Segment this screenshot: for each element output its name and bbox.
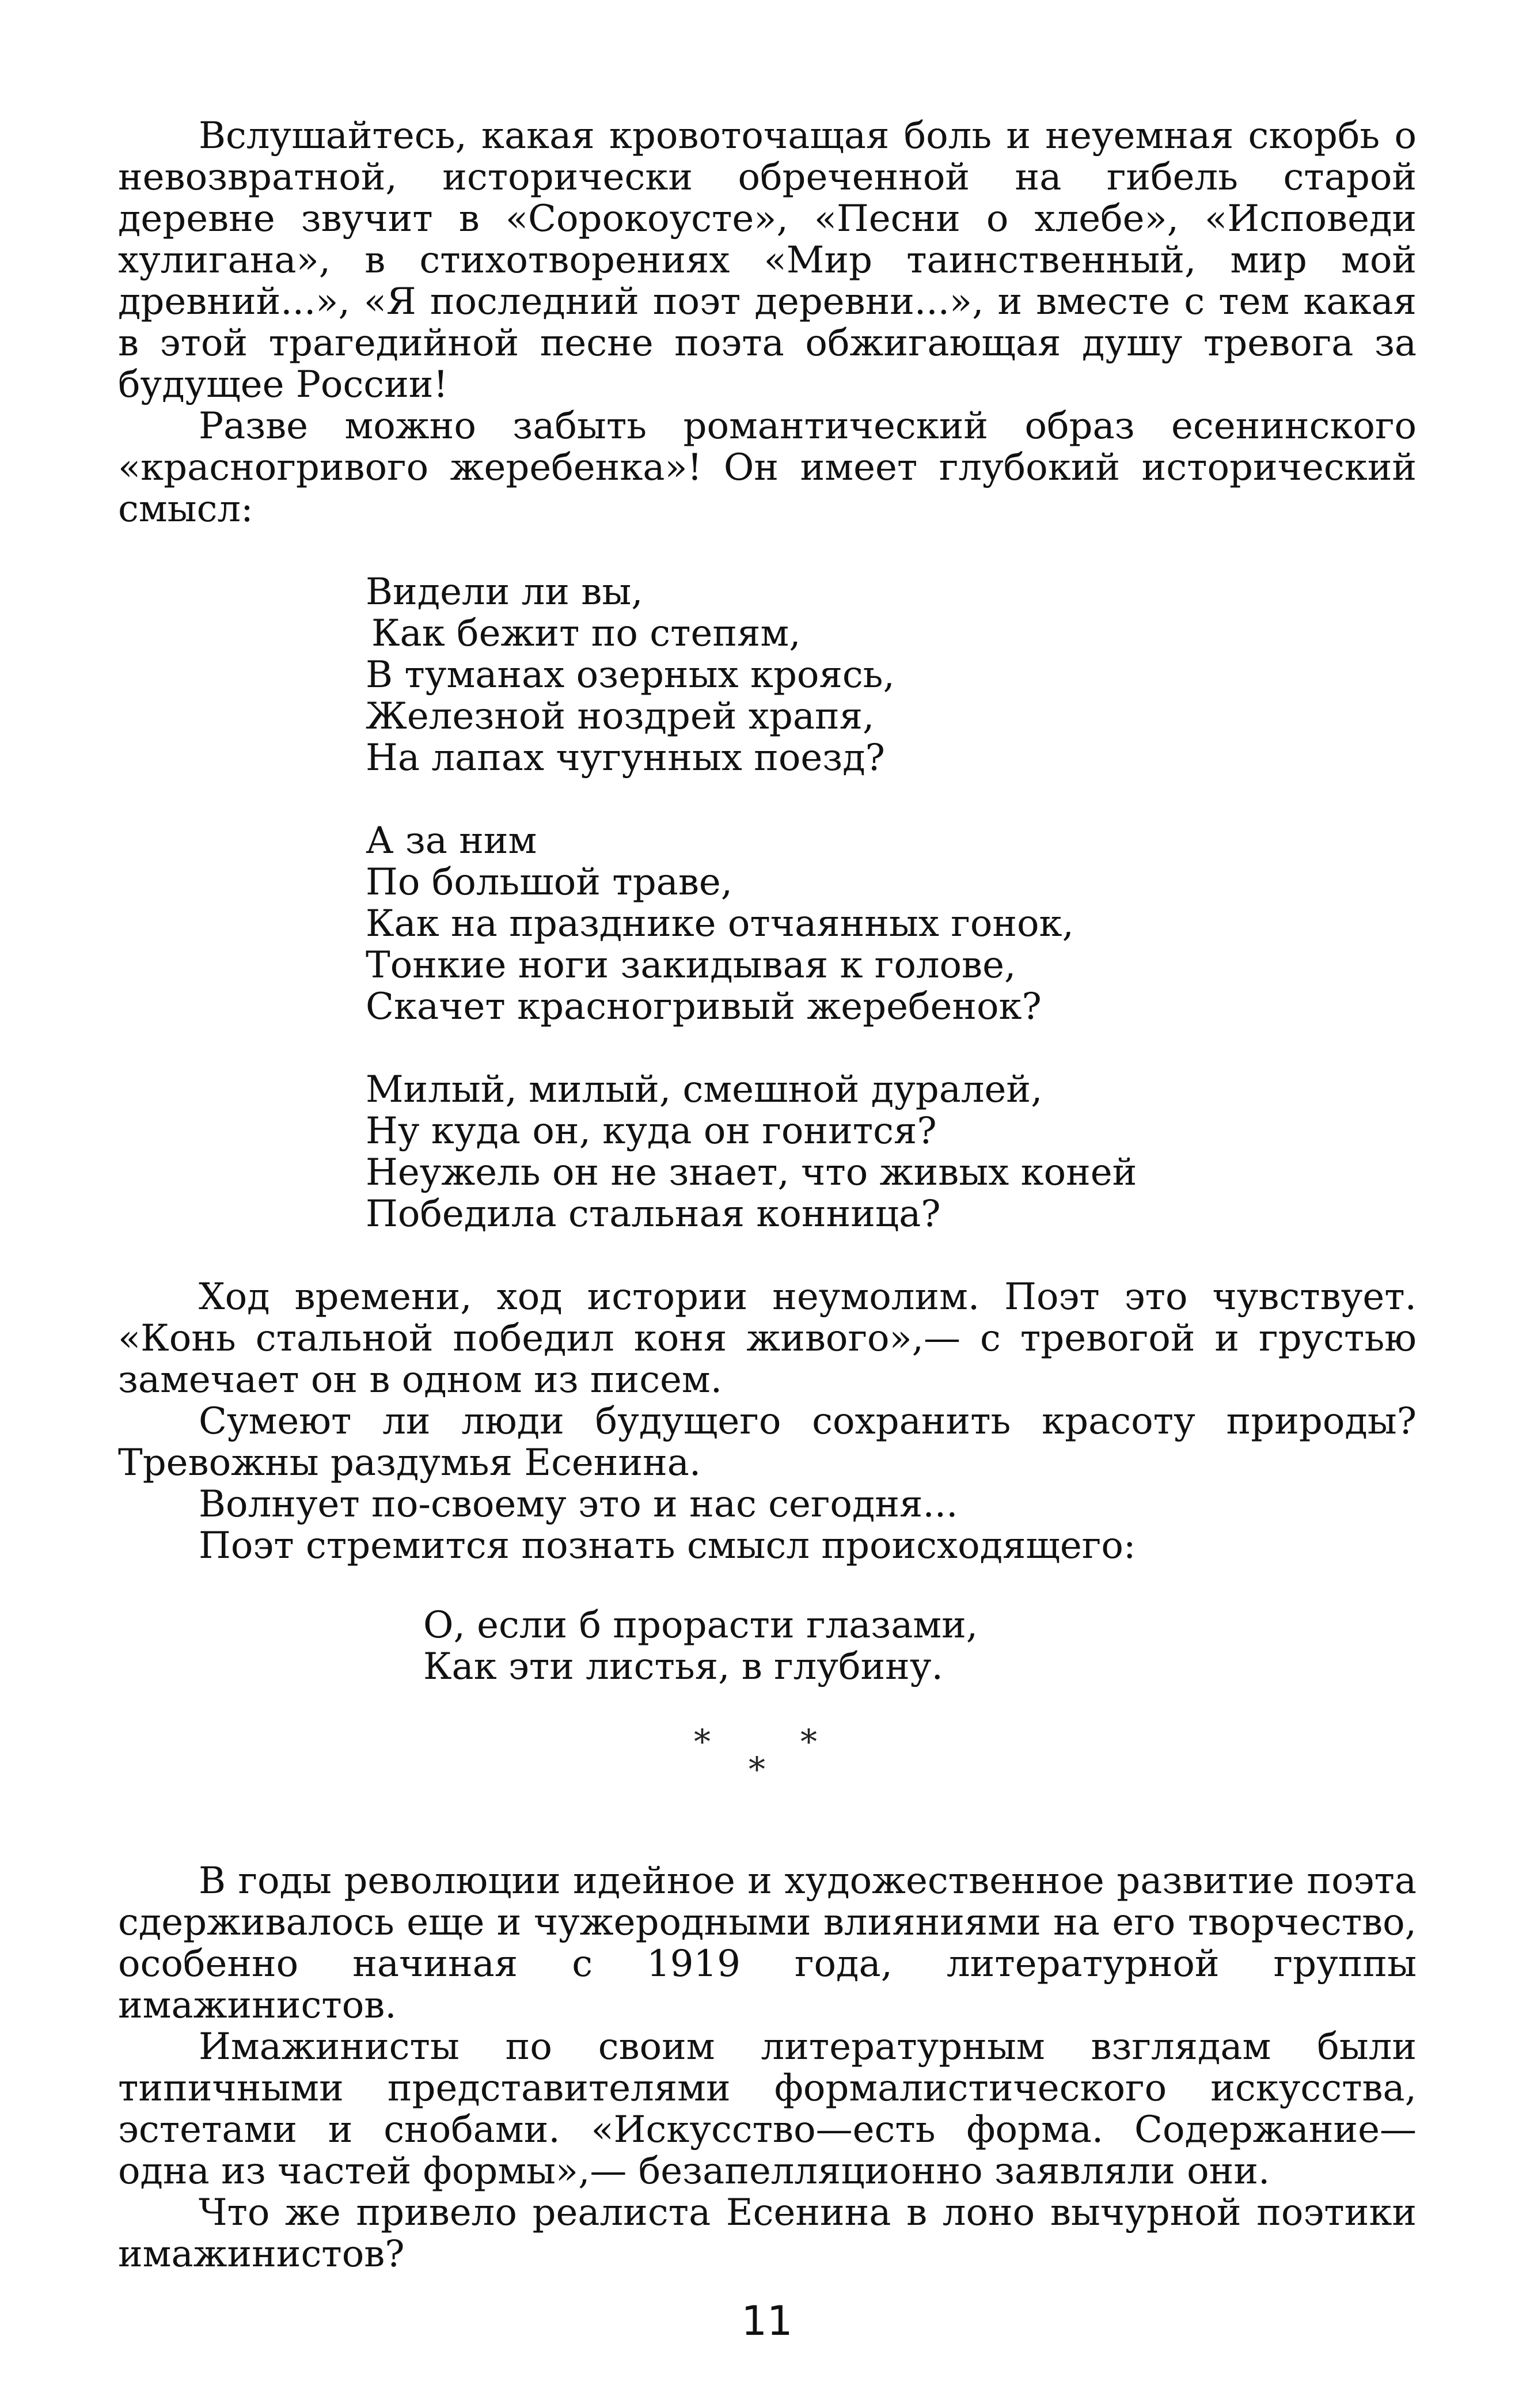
poem-excerpt-1 [366, 571, 1417, 1235]
poem-line: В туманах озерных кроясь, [366, 654, 895, 696]
poem-line: Как бежит по степям, [371, 612, 801, 655]
poem-line: Скачет красногривый жеребенок? [366, 985, 1042, 1028]
paragraph-3: Ход времени, ход истории неумолим. Поэт это чувствует. «Конь стальной победил коня живого»,— с тревогой и грустью замечает он в одном из писем. [118, 1276, 1417, 1401]
paragraph-4: Сумеют ли люди будущего сохранить красоту природы? Тревожны раздумья Есенина. [118, 1400, 1417, 1484]
paragraph-5: Волнует по-своему это и нас сегодня... [199, 1483, 958, 1526]
asterism-star-right: * [800, 1722, 817, 1761]
asterism-star-left: * [694, 1722, 711, 1761]
poem-line: Милый, милый, смешной дуралей, [366, 1068, 1043, 1111]
paragraph-7: В годы революции идейное и художественное развитие поэта сдерживалось еще и чужеродными влияниями на его творчество, особенно начиная с 1919 года, литературной группы имажинистов. [118, 1860, 1417, 2027]
poem-line: Железной ноздрей храпя, [366, 695, 875, 738]
section-asterism [118, 1722, 1417, 1808]
poem-line: Как на празднике отчаянных гонок, [366, 902, 1074, 945]
poem-stanza-2 [366, 820, 1417, 1027]
asterism-star-bottom: * [749, 1750, 765, 1789]
paragraph-1: Вслушайтесь, какая кровоточащая боль и неуемная скорбь о невозвратной, исторически обреченной на гибель старой деревне звучит в «Сорокоусте», «Песни о хлебе», «Исповеди хулигана», в стихотворениях «Мир таинственный, мир мой древний...», «Я последний поэт деревни...», и вместе с тем какая в этой трагедийной песне поэта обжигающая душу тревога за будущее России! [118, 115, 1417, 406]
poem-line: Победила стальная конница? [366, 1193, 941, 1235]
paragraph-2: Разве можно забыть романтический образ есенинского «красногривого жеребенка»! Он имеет глубокий исторический смысл: [118, 405, 1417, 530]
poem-stanza-3 [366, 1069, 1417, 1235]
poem-line: О, если б прорасти глазами, [423, 1604, 978, 1647]
page-body [118, 115, 1417, 2275]
paragraph-9: Что же привело реалиста Есенина в лоно вычурной поэтики имажинистов? [118, 2191, 1417, 2276]
poem-line: По большой траве, [366, 861, 733, 904]
poem-stanza-1 [366, 571, 1417, 779]
paragraph-8: Имажинисты по своим литературным взглядам были типичными представителями формалистического искусства, эстетами и снобами. «Искусство—есть форма. Содержание— одна из частей формы»,— безапелляционно заявляли они. [118, 2026, 1417, 2193]
poem-line: Видели ли вы, [366, 571, 643, 613]
poem-line: Как эти листья, в глубину. [423, 1645, 943, 1688]
poem-line: Ну куда он, куда он гонится? [366, 1110, 937, 1152]
poem-line: На лапах чугунных поезд? [366, 737, 885, 779]
poem-line: А за ним [366, 820, 537, 862]
poem-line: Неужель он не знает, что живых коней [366, 1151, 1137, 1194]
poem-excerpt-2 [423, 1605, 1417, 1688]
poem-line: Тонкие ноги закидывая к голове, [366, 944, 1016, 987]
paragraph-6: Поэт стремится познать смысл происходящего: [199, 1525, 1136, 1567]
page-number: 11 [741, 2297, 793, 2345]
